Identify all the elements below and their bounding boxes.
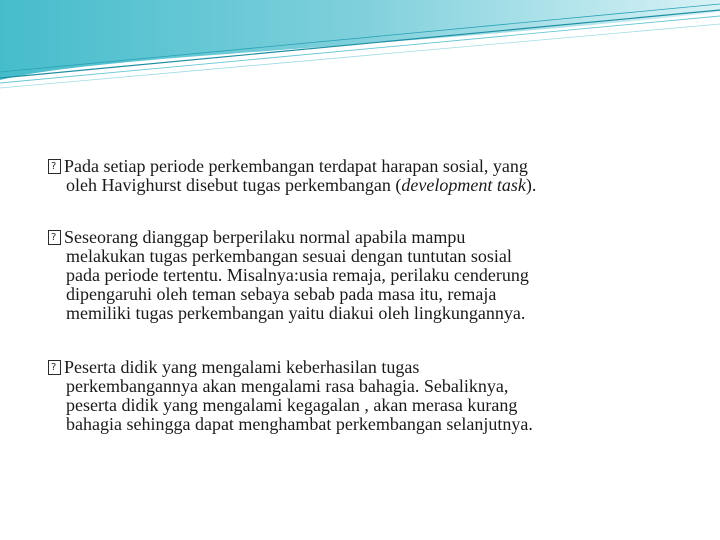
- missing-glyph-bullet-icon: [48, 360, 61, 375]
- paragraph-text: Peserta didik yang mengalami keberhasilan tugas: [64, 357, 420, 377]
- paragraph-line: dipengaruhi oleh teman sebaya sebab pada masa itu, remaja: [66, 284, 497, 304]
- paragraph-line: bahagia sehingga dapat menghambat perkembangan selanjutnya.: [66, 414, 533, 434]
- paragraph-text: ).: [525, 175, 537, 195]
- italic-term: development task: [401, 175, 526, 195]
- paragraph-text: Seseorang dianggap berperilaku normal apabila mampu: [64, 227, 466, 247]
- paragraph-line: peserta didik yang mengalami kegagalan , akan merasa kurang: [66, 395, 518, 415]
- paragraph-1: [48, 157, 688, 195]
- bullet-line: [48, 358, 688, 377]
- paragraph-line: memiliki tugas perkembangan yaitu diakui oleh lingkungannya.: [66, 303, 526, 323]
- paragraph-text: Pada setiap periode perkembangan terdapat harapan sosial, yang: [64, 156, 528, 176]
- paragraph-line: pada periode tertentu. Misalnya:usia remaja, perilaku cenderung: [66, 265, 529, 285]
- paragraph-line: melakukan tugas perkembangan sesuai dengan tuntutan sosial: [66, 246, 512, 266]
- bullet-line: [48, 228, 688, 247]
- paragraph-2: [48, 228, 688, 323]
- paragraph-line: perkembangannya akan mengalami rasa bahagia. Sebaliknya,: [66, 376, 509, 396]
- missing-glyph-bullet-icon: [48, 230, 61, 245]
- missing-glyph-bullet-icon: [48, 159, 61, 174]
- paragraph-3: [48, 358, 688, 434]
- bullet-line: [48, 157, 688, 176]
- paragraph-text: oleh Havighurst disebut tugas perkembangan (: [66, 175, 402, 195]
- paragraph-line: [48, 176, 688, 195]
